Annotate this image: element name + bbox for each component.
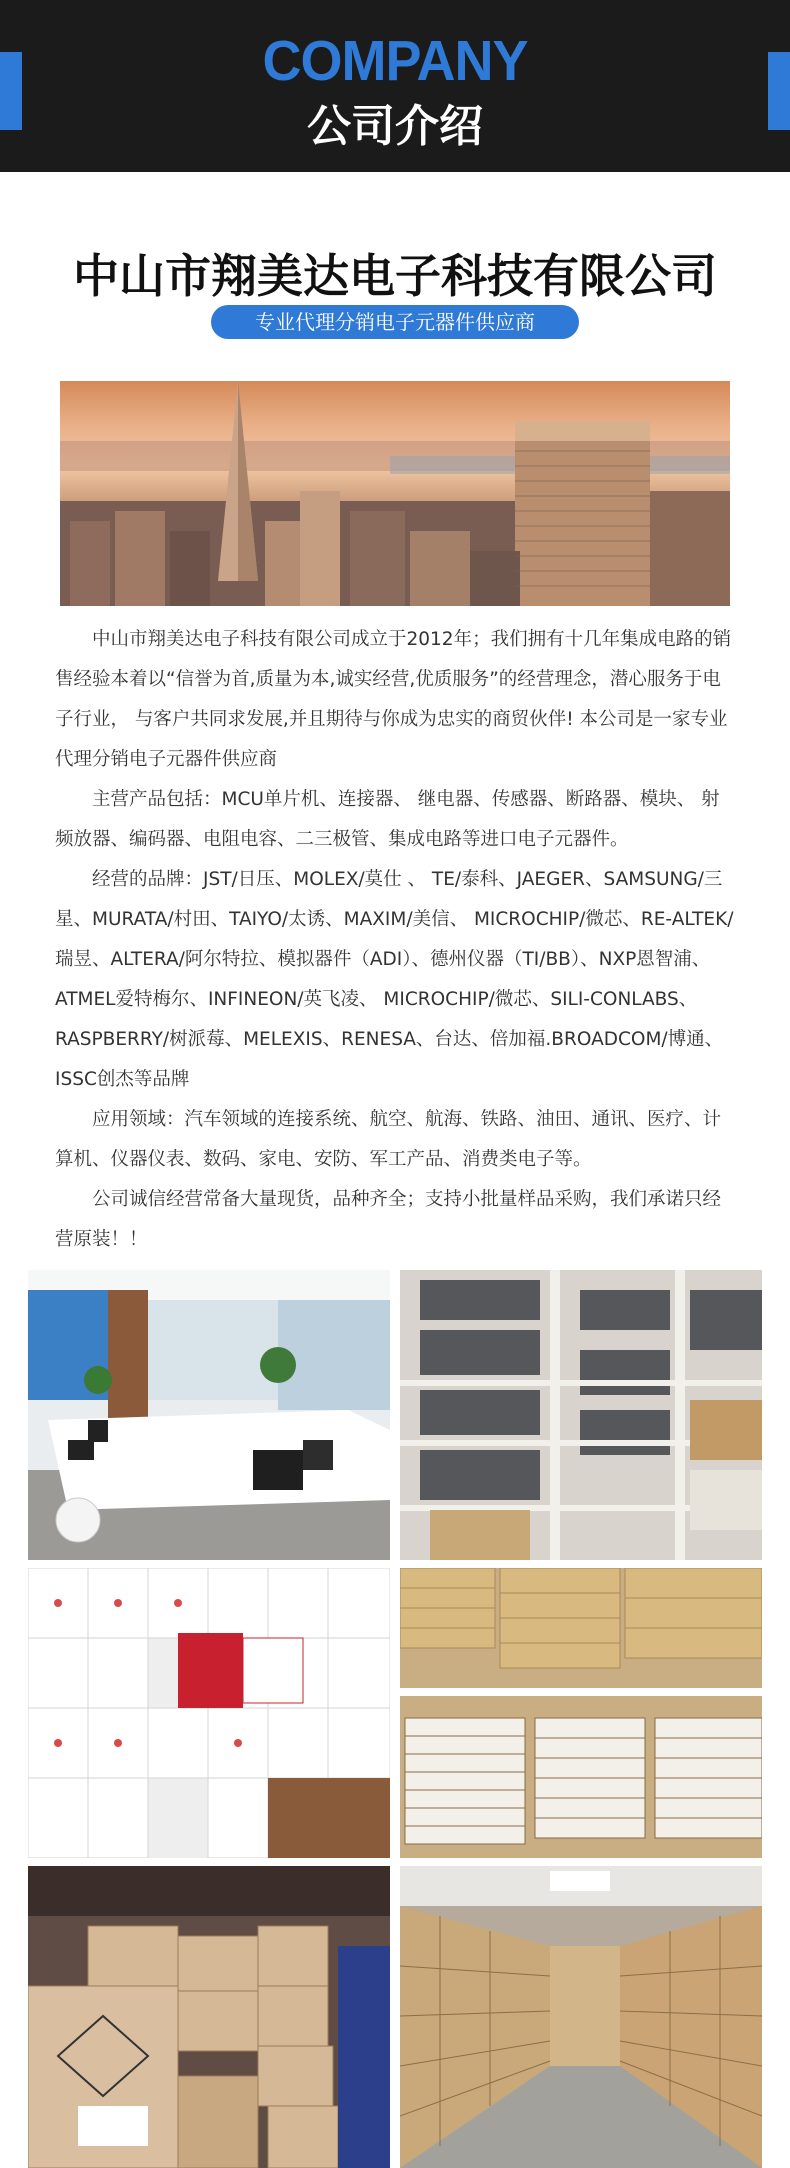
city-skyline-image [60, 381, 730, 606]
header-accent-bar-right [768, 52, 790, 130]
intro-paragraph: 主营产品包括：MCU单片机、连接器、 继电器、传感器、断路器、模块、 射频放器、编码器、电阻电容、二三极管、集成电路等进口电子元器件。 [55, 789, 720, 850]
page-header [0, 0, 790, 172]
office-photo [28, 1270, 390, 1560]
company-name: 中山市翔美达电子科技有限公司 [73, 249, 717, 303]
intro-paragraph: 经营的品牌：JST/日压、MOLEX/莫仕 、 TE/泰科、JAEGER、SAMSUNG/三星、MURATA/村田、TAIYO/太诱、MAXIM/美信、 MICROCHIP/微芯、RE-ALTEK/瑞昱、ALTERA/阿尔特拉、模拟器件（ADI）、德州仪器（TI/BB）、NXP恩智浦、ATMEL爱特梅尔、INFINEON/英飞凌、 MICROCHIP/微芯、SILI-CONLABS、RASPBERRY/树派莓、MELEXIS、RENESA、台达、倍加福.BROADCOM/博通、 ISSC创杰等品牌 [55, 869, 734, 1090]
warehouse-shelves-photo [400, 1270, 762, 1560]
header-title-en: COMPANY [262, 29, 528, 93]
component-boxes-brown-photo [400, 1568, 762, 1858]
component-boxes-white-photo [28, 1568, 390, 1858]
warehouse-cartons-photo [28, 1866, 390, 2168]
warehouse-aisle-photo [400, 1866, 762, 2168]
intro-paragraph: 公司诚信经营常备大量现货，品种齐全；支持小批量样品采购，我们承诺只经营原装！！ [55, 1189, 722, 1250]
header-title-cn: 公司介绍 [307, 101, 483, 152]
intro-paragraph: 中山市翔美达电子科技有限公司成立于2012年；我们拥有十几年集成电路的销售经验本着以“信誉为首,质量为本,诚实经营,优质服务”的经营理念，潜心服务于电子行业， 与客户共同求发展,并且期待与你成为忠实的商贸伙伴! 本公司是一家专业代理分销电子元器件供应商 [55, 629, 732, 770]
intro-paragraph: 应用领域：汽车领域的连接系统、航空、航海、铁路、油田、通讯、医疗、计算机、仪器仪表、数码、家电、安防、军工产品、消费类电子等。 [55, 1109, 722, 1170]
company-tagline: 专业代理分销电子元器件供应商 [211, 305, 579, 339]
company-intro [55, 620, 735, 1260]
